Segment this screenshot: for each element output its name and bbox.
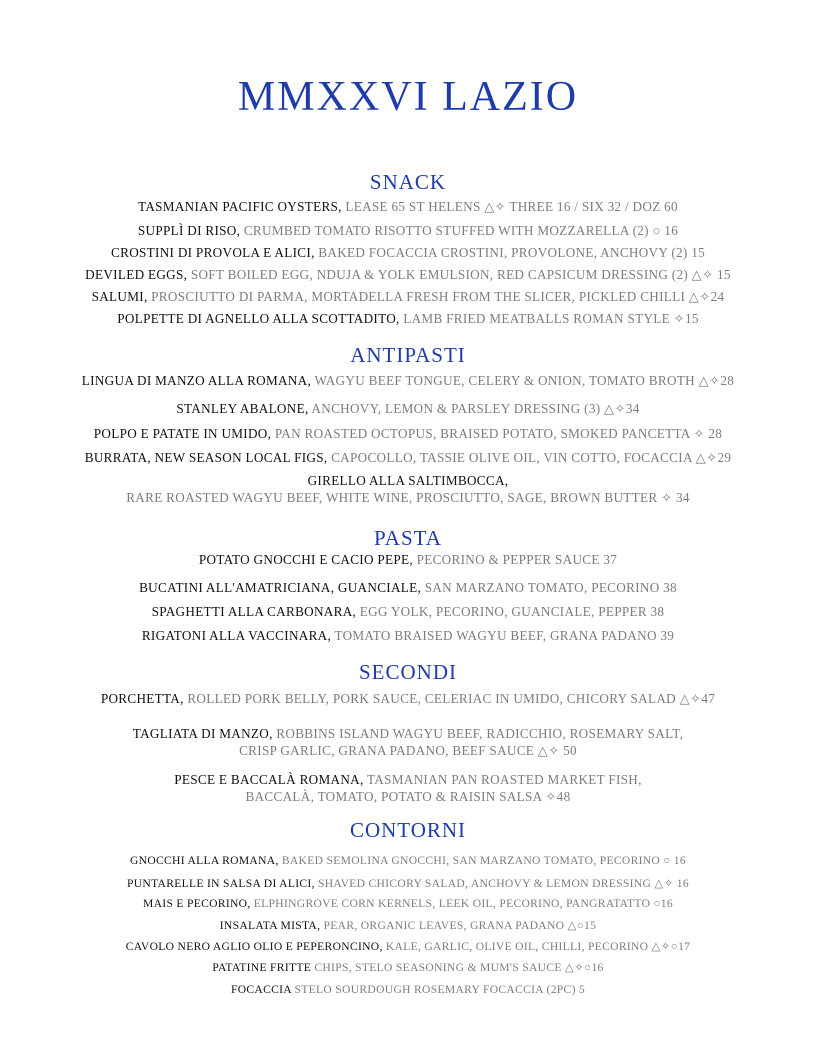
item-desc: STELO SOURDOUGH ROSEMARY FOCACCIA (2PC) 5 (291, 983, 586, 996)
section-title-antipasti: ANTIPASTI (350, 343, 466, 367)
item-desc: SOFT BOILED EGG, NDUJA & YOLK EMULSION, RED CAPSICUM DRESSING (2) △✧ 15 (187, 267, 731, 282)
item-desc: BAKED SEMOLINA GNOCCHI, SAN MARZANO TOMATO, PECORINO ○ 16 (278, 854, 687, 867)
item-name: GIRELLO ALLA SALTIMBOCCA, (307, 473, 509, 488)
item-name: TASMANIAN PACIFIC OYSTERS, (138, 199, 342, 214)
item-desc: PAN ROASTED OCTOPUS, BRAISED POTATO, SMOKED PANCETTA ✧ 28 (271, 426, 723, 441)
item-desc: ANCHOVY, LEMON & PARSLEY DRESSING (3) △✧34 (308, 401, 640, 416)
menu-item (0, 939, 816, 954)
menu-item (0, 603, 816, 620)
section-title-pasta: PASTA (374, 526, 442, 550)
menu-item (0, 551, 816, 568)
item-desc: BAKED FOCACCIA CROSTINI, PROVOLONE, ANCHOVY (2) 15 (314, 245, 705, 260)
menu-item (0, 400, 816, 417)
menu-item (0, 266, 816, 283)
item-name: LINGUA DI MANZO ALLA ROMANA, (81, 373, 312, 388)
item-name: PATATINE FRITTE (212, 961, 312, 974)
section-title-snack: SNACK (369, 170, 447, 194)
section-title-contorni: CONTORNI (349, 818, 467, 842)
item-desc: ROBBINS ISLAND WAGYU BEEF, RADICCHIO, ROSEMARY SALT, (272, 726, 684, 741)
item-name: DEVILED EGGS, (85, 267, 188, 282)
item-name: RIGATONI ALLA VACCINARA, (141, 628, 332, 643)
item-desc-line2: CRISP GARLIC, GRANA PADANO, BEEF SAUCE △✧ 50 (239, 743, 577, 758)
item-name: POTATO GNOCCHI E CACIO PEPE, (198, 552, 413, 567)
item-desc: EGG YOLK, PECORINO, GUANCIALE, PEPPER 38 (356, 604, 665, 619)
item-desc: TASMANIAN PAN ROASTED MARKET FISH, (363, 772, 642, 787)
item-desc: CRUMBED TOMATO RISOTTO STUFFED WITH MOZZARELLA (2) ○ 16 (240, 223, 679, 238)
menu-item (0, 725, 816, 759)
item-name: POLPETTE DI AGNELLO ALLA SCOTTADITO, (117, 311, 400, 326)
item-name: STANLEY ABALONE, (176, 401, 309, 416)
item-desc: PECORINO & PEPPER SAUCE 37 (412, 552, 618, 567)
section-title-secondi: SECONDI (358, 660, 457, 684)
menu-item (0, 982, 816, 997)
menu-item (0, 425, 816, 442)
menu-item (0, 876, 816, 891)
item-name: FOCACCIA (230, 983, 292, 996)
menu-item (0, 372, 816, 389)
item-desc: ROLLED PORK BELLY, PORK SAUCE, CELERIAC IN UMIDO, CHICORY SALAD △✧47 (183, 691, 716, 706)
menu-item (0, 449, 816, 466)
item-desc: CHIPS, STELO SEASONING & MUM'S SAUCE △✧○16 (311, 961, 604, 974)
menu-item (0, 288, 816, 305)
item-name: POLPO E PATATE IN UMIDO, (93, 426, 272, 441)
item-desc: KALE, GARLIC, OLIVE OIL, CHILLI, PECORINO △✧○17 (382, 940, 691, 953)
item-name: BUCATINI ALL'AMATRICIANA, GUANCIALE, (139, 580, 422, 595)
item-name: BURRATA, NEW SEASON LOCAL FIGS, (84, 450, 328, 465)
menu-title: MMXXVI LAZIO (237, 74, 579, 120)
item-name: PUNTARELLE IN SALSA DI ALICI, (126, 877, 315, 890)
item-name: INSALATA MISTA, (219, 919, 321, 932)
item-name: CROSTINI DI PROVOLA E ALICI, (111, 245, 315, 260)
item-name: GNOCCHI ALLA ROMANA, (129, 854, 279, 867)
item-name: SALUMI, (91, 289, 148, 304)
menu-item (0, 918, 816, 933)
item-desc: LEASE 65 ST HELENS △✧ THREE 16 / SIX 32 / DOZ 60 (341, 199, 678, 214)
menu-item (0, 960, 816, 975)
menu-item (0, 472, 816, 506)
item-name: PORCHETTA, (100, 691, 184, 706)
item-name: CAVOLO NERO AGLIO OLIO E PEPERONCINO, (125, 940, 383, 953)
menu-item (0, 244, 816, 261)
menu-item (0, 198, 816, 215)
menu-item (0, 690, 816, 707)
item-desc: SAN MARZANO TOMATO, PECORINO 38 (421, 580, 677, 595)
item-desc-line2: BACCALÀ, TOMATO, POTATO & RAISIN SALSA ✧48 (245, 789, 571, 804)
item-desc: TOMATO BRAISED WAGYU BEEF, GRANA PADANO 39 (331, 628, 675, 643)
item-name: TAGLIATA DI MANZO, (132, 726, 273, 741)
item-desc: WAGYU BEEF TONGUE, CELERY & ONION, TOMATO BROTH △✧28 (311, 373, 735, 388)
item-desc: SHAVED CHICORY SALAD, ANCHOVY & LEMON DRESSING △✧ 16 (314, 877, 689, 890)
menu-item (0, 896, 816, 911)
menu-item (0, 579, 816, 596)
menu-item (0, 222, 816, 239)
item-desc: PEAR, ORGANIC LEAVES, GRANA PADANO △○15 (320, 919, 597, 932)
menu-item (0, 853, 816, 868)
item-desc: ELPHINGROVE CORN KERNELS, LEEK OIL, PECORINO, PANGRATATTO ○16 (250, 897, 673, 910)
menu-item (0, 310, 816, 327)
item-desc: CAPOCOLLO, TASSIE OLIVE OIL, VIN COTTO, FOCACCIA △✧29 (327, 450, 732, 465)
menu-item (0, 771, 816, 805)
item-name: PESCE E BACCALÀ ROMANA, (174, 772, 364, 787)
menu-item (0, 627, 816, 644)
item-desc: LAMB FRIED MEATBALLS ROMAN STYLE ✧15 (399, 311, 699, 326)
item-desc: PROSCIUTTO DI PARMA, MORTADELLA FRESH FROM THE SLICER, PICKLED CHILLI △✧24 (147, 289, 725, 304)
item-name: SUPPLÌ DI RISO, (137, 223, 241, 238)
item-name: SPAGHETTI ALLA CARBONARA, (151, 604, 357, 619)
item-name: MAIS E PECORINO, (143, 897, 251, 910)
item-desc: RARE ROASTED WAGYU BEEF, WHITE WINE, PROSCIUTTO, SAGE, BROWN BUTTER ✧ 34 (126, 490, 690, 505)
